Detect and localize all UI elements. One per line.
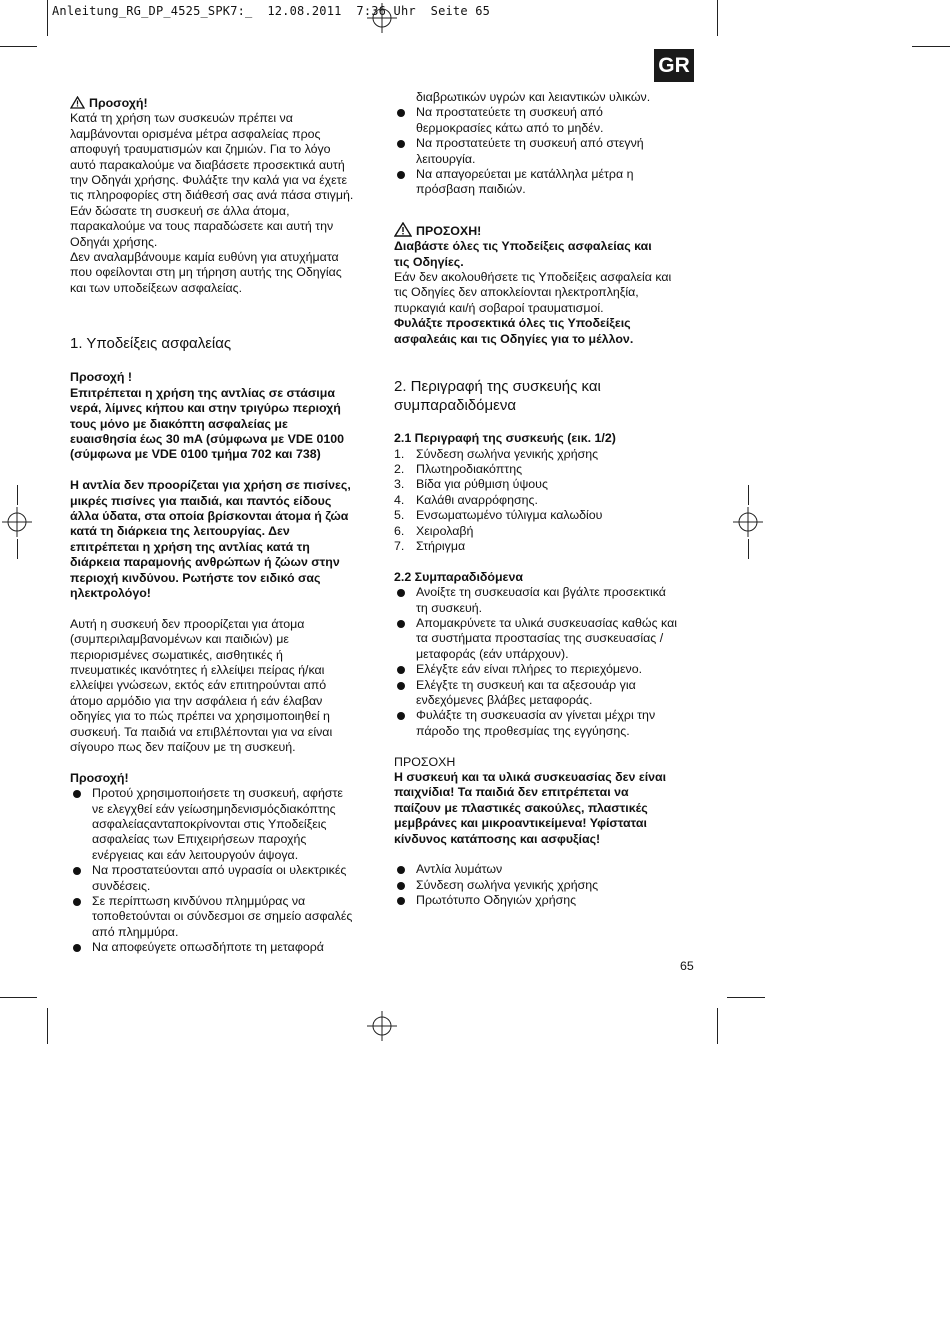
- caution-heading: ΠΡΟΣΟΧΗ: [394, 754, 456, 769]
- list-item: Προτού χρησιμοποιήσετε τη συσκευή, αφήστε νε ελεγχθεί εάν γείωσημηδενισμόςδιακόπτης ασφαλείαςανταποκρίνονται στις Υποδείξεις ασφαλείας των Επιχειρήσεων παροχής ενέργειας και εάν λειτουργούν άψογα.: [70, 786, 370, 863]
- crop-mark: [17, 485, 18, 505]
- warning-heading: ΠΡΟΣΟΧΗ!: [394, 222, 704, 239]
- list-item: Ελέγξτε εάν είναι πλήρες το περιεχόμενο.: [394, 662, 704, 677]
- list-item: Να προστατεύετε τη συσκευή από στεγνή λειτουργία.: [394, 136, 704, 167]
- crop-mark: [912, 46, 950, 47]
- bullet-list: [394, 105, 704, 197]
- list-item: Αντλία λυμάτων: [394, 862, 704, 877]
- list-item: 3. Βίδα για ρύθμιση ύψους: [394, 477, 548, 492]
- list-item: Απομακρύνετε τα υλικά συσκευασίας καθώς και τα συστήματα προστασίας της συσκευασίας / μεταφοράς (εάν υπάρχουν).: [394, 616, 704, 662]
- crop-mark: [17, 539, 18, 559]
- registration-mark-icon: [2, 507, 32, 537]
- registration-mark-icon: [367, 1011, 397, 1041]
- registration-mark-icon: [367, 3, 397, 33]
- section-heading: 2. Περιγραφή της συσκευής και συμπαραδιδόμενα: [394, 378, 601, 415]
- subsection-heading: 2.1 Περιγραφή της συσκευής (εικ. 1/2): [394, 431, 616, 446]
- persons-paragraph: Αυτή η συσκευή δεν προορίζεται για άτομα (συμπεριλαμβανομένων και παιδιών) με περιορισμένες σωματικές, αισθητικές ή πνευματικές ικανότητες ή ελλείψει πείρας ή/και ελλείψει γνώσεων, εκτός εάν επιτηρούνται από άτομο αρμόδιο για την ασφάλεια ή εάν έλαβαν οδηγίες για το πώς πρέπει να χρησιμοποιηθεί η συσκευή. Τα παιδιά να επιβλέπονται για να είναι σίγουρο πως δεν παίζουν με τη συσκευή.: [70, 616, 333, 754]
- attention-heading: Προσοχή!: [70, 770, 129, 785]
- list-item: 2. Πλωτηροδιακόπτης: [394, 461, 523, 476]
- keep-instructions-text: Φυλάξτε προσεκτικά όλες τις Υποδείξεις ασφαλεάις και τις Οδηγίες για το μέλλον.: [394, 316, 634, 346]
- rcd-paragraph: Επιτρέπεται η χρήση της αντλίας σε στάσιμα νερά, λίμνες κήπου και στην τριγύρω περιοχή τους μόνο με διακόπτη ασφαλείας με ευαισθησία έως 30 mA (σύμφωνα με VDE 0100 (σύμφωνα με VDE 0100 τμήμα 702 και 738): [70, 385, 345, 462]
- crop-mark: [717, 1008, 718, 1044]
- crop-mark: [47, 1008, 48, 1044]
- language-badge: GR: [654, 49, 694, 82]
- read-instructions-text: Διαβάστε όλες τις Υποδείξεις ασφαλείας και τις Οδηγίες.: [394, 239, 652, 269]
- crop-mark: [47, 0, 48, 36]
- crop-mark: [727, 997, 765, 998]
- print-slug: Anleitung_RG_DP_4525_SPK7:_ 12.08.2011 7:36 Uhr Seite 65: [52, 4, 491, 18]
- list-item: 4. Καλάθι αναρρόφησης.: [394, 492, 538, 507]
- consequence-text: Εάν δεν ακολουθήσετε τις Υποδείξεις ασφαλεία και τις Οδηγίες δεν αποκλείονται ηλεκτροπληξία, πυρκαγιά και/ή σοβαροί τραυματισμοί.: [394, 270, 672, 315]
- list-item: 6. Χειρολαβή: [394, 523, 474, 538]
- list-item: Σε περίπτωση κινδύνου πλημμύρας να τοποθετούνται οι σύνδεσμοι σε σημείο ασφαλές από πλημμύρα.: [70, 894, 370, 940]
- list-item: Να προστατεύονται από υγρασία οι υλεκτρικές συνδέσεις.: [70, 863, 370, 894]
- numbered-list: [394, 447, 704, 555]
- page-number: 65: [680, 959, 694, 973]
- registration-mark-icon: [733, 507, 763, 537]
- warning-triangle-icon: [70, 96, 85, 109]
- intro-paragraph: Κατά τη χρήση των συσκευών πρέπει να λαμβάνονται ορισμένα μέτρα ασφαλείας προς αποφυγή τραυματισμών και ζημιών. Για το λόγο αυτό παρακαλούμε να διαβάσετε προσεκτικά αυτή την Οδηγάι χρήσης. Φυλάξτε την καλά για να έχετε τις πληροφορίες στη διάθεσή σας ανά πάσα στιγμή. Εάν δώσατε τη συσκευή σε άλλα άτομα, παρακαλούμε να τους παραδώσετε και αυτή την Οδηγάι χρήσης. Δεν αναλαμβάνουμε καμία ευθύνη για ατυχήματα που οφείλονται στη μη τήρηση αυτής της Οδηγίας και των υποδείξεων ασφαλείας.: [70, 111, 354, 295]
- right-column: [394, 90, 704, 909]
- warning-triangle-icon: [394, 222, 412, 237]
- bullet-list: [70, 786, 370, 955]
- bullet-list: [394, 585, 704, 739]
- crop-mark: [717, 0, 718, 36]
- list-item: Φυλάξτε τη συσκευασία αν γίνεται μέχρι την πάροδο της προθεσμίας της εγγύησης.: [394, 708, 704, 739]
- crop-mark: [0, 997, 37, 998]
- list-item: Σύνδεση σωλήνα γενικής χρήσης: [394, 878, 704, 893]
- list-item: 5. Ενσωματωμένο τύλιγμα καλωδίου: [394, 508, 603, 523]
- list-item: Πρωτότυπο Οδηγιών χρήσης: [394, 893, 704, 908]
- crop-mark: [0, 46, 37, 47]
- caution-text: Η συσκευή και τα υλικά συσκευασίας δεν είναι παιχνίδια! Τα παιδιά δεν επιτρέπεται να παίζουν με πλαστικές σακούλες, πλαστικές μεμβράνες και μικροαντικείμενα! Υφίσταται κίνδυνος κατάποσης και ασφυξίας!: [394, 770, 667, 846]
- list-item: Να απαγορεύεται με κατάλληλα μέτρα η πρόσβαση παιδιών.: [394, 167, 704, 198]
- list-item: Ανοίξτε τη συσκευασία και βγάλτε προσεκτικά τη συσκευή.: [394, 585, 704, 616]
- list-item: Ελέγξτε τη συσκευή και τα αξεσουάρ για ενδεχόμενες βλάβες μεταφοράς.: [394, 678, 704, 709]
- subsection-heading: 2.2 Συμπαραδιδόμενα: [394, 569, 523, 584]
- left-column: [70, 96, 370, 956]
- list-item: Να αποφεύγετε οπωσδήποτε τη μεταφορά: [70, 940, 370, 955]
- section-heading: 1. Υποδείξεις ασφαλείας: [70, 335, 232, 353]
- crop-mark: [748, 485, 749, 505]
- list-item: 1. Σύνδεση σωλήνα γενικής χρήσης: [394, 446, 599, 461]
- pool-paragraph: Η αντλία δεν προορίζεται για χρήση σε πισίνες, μικρές πισίνες για παιδιά, και παντός είδους άλλα ύδατα, στα οποία βρίσκονται άτομα ή ζώα κατά τη διάρκεια της λειτουργίας. Δεν επιτρέπεται η χρήση της αντλίας κατά τη διάρκεια παραμονής ανθρώπων ή ζώων στην περιοχή κινδύνου. Ρωτήστε τον ειδικό σας ηλεκτρολόγο!: [70, 478, 351, 600]
- list-item: 7. Στήριγμα: [394, 538, 466, 553]
- attention-heading: Προσοχή !: [70, 370, 133, 385]
- scope-of-delivery-list: [394, 862, 704, 908]
- continued-line: διαβρωτικών υγρών και λειαντικών υλικών.: [416, 90, 651, 104]
- list-item: Να προστατεύετε τη συσκευή από θερμοκρασίες κάτω από το μηδέν.: [394, 105, 704, 136]
- crop-mark: [748, 539, 749, 559]
- warning-heading: Προσοχή!: [70, 96, 370, 111]
